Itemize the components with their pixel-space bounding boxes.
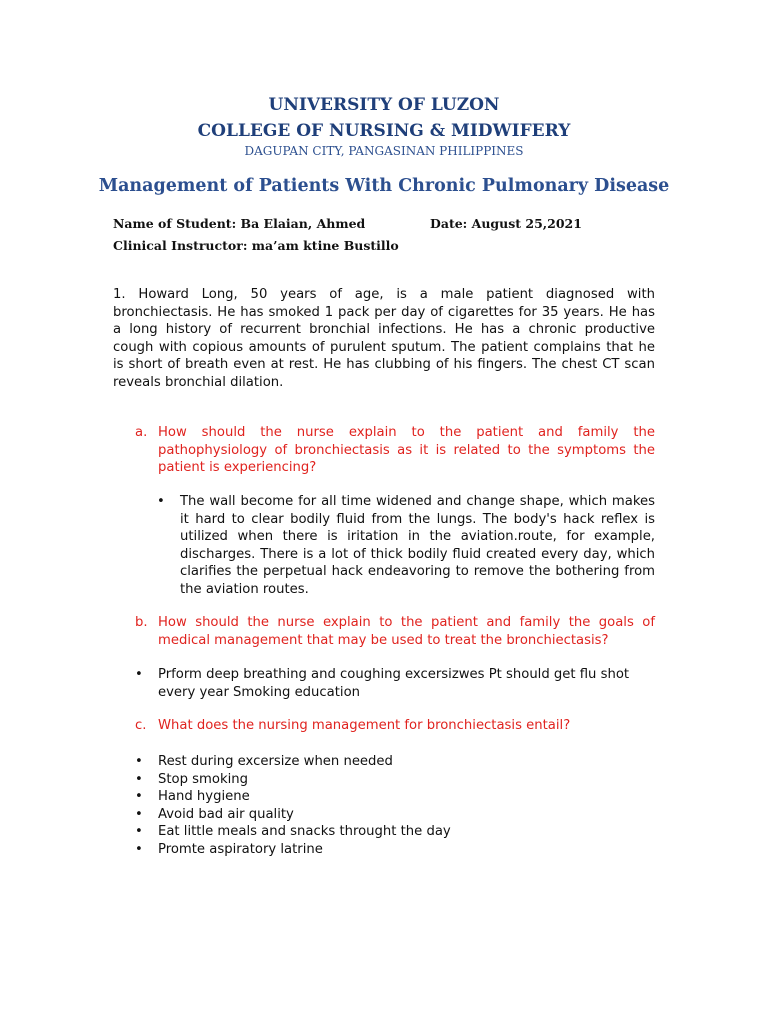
question-a <box>113 424 655 477</box>
question-c <box>113 717 655 735</box>
list-item <box>113 823 655 841</box>
bullet-icon: • <box>135 754 143 769</box>
college-name: COLLEGE OF NURSING & MIDWIFERY <box>197 121 571 141</box>
location-line: DAGUPAN CITY, PANGASINAN PHILIPPINES <box>244 144 524 158</box>
answer-text: The wall become for all time widened and change shape, which makes it hard to clear bodily fluid from the lungs. The body's hack reflex is utilized when there is iritation in the aviation.route, for example, discharges. There is a lot of thick bodily fluid created every day, which clarifies the perpetual hack endeavoring to remove the bothering from the aviation routes. <box>180 494 655 597</box>
answer-a <box>135 493 655 598</box>
question-text: What does the nursing management for bronchiectasis entail? <box>158 718 571 733</box>
bullet-icon: • <box>135 824 143 839</box>
bullet-icon: • <box>135 667 143 682</box>
bullet-icon: • <box>135 841 143 857</box>
list-item-text: Hand hygiene <box>158 789 250 804</box>
student-name: Name of Student: Ba Elaian, Ahmed <box>113 216 366 231</box>
list-item-text: Avoid bad air quality <box>158 806 294 822</box>
question-text: How should the nurse explain to the patient and family the goals of medical management that may be used to treat the bronchiectasis? <box>158 615 655 648</box>
bullet-icon: • <box>135 771 143 787</box>
answer-c-list <box>113 753 655 858</box>
list-item-text: Stop smoking <box>158 771 248 787</box>
university-name: UNIVERSITY OF LUZON <box>268 95 500 115</box>
question-marker: a. <box>135 425 148 440</box>
question-b <box>113 614 655 649</box>
list-item <box>113 771 655 789</box>
bullet-icon: • <box>135 789 143 804</box>
question-marker: c. <box>135 718 147 733</box>
bullet-icon: • <box>135 806 143 822</box>
list-item <box>113 841 655 859</box>
list-item-text: Rest during excersize when needed <box>158 754 393 769</box>
case-scenario: 1. Howard Long, 50 years of age, is a male patient diagnosed with bronchiectasis. He has smoked 1 pack per day of cigarettes for 35 years. He has a long history of recurrent bronchial infections. He has a chronic productive cough with copious amounts of purulent sputum. The patient complains that he is short of breath even at rest. He has clubbing of his fingers. The chest CT scan reveals bronchial dilation. <box>113 287 655 390</box>
list-item-text: Promte aspiratory latrine <box>158 841 323 857</box>
bullet-icon: • <box>157 494 165 509</box>
answer-text: Prform deep breathing and coughing excersizwes Pt should get flu shot every year Smoking education <box>158 667 630 700</box>
submission-date: Date: August 25,2021 <box>430 216 582 231</box>
list-item <box>113 788 655 806</box>
list-item-text: Eat little meals and snacks throught the day <box>158 824 451 839</box>
question-text: How should the nurse explain to the patient and family the pathophysiology of bronchiectasis as it is related to the symptoms the patient is experiencing? <box>158 425 655 475</box>
answer-b <box>113 666 655 701</box>
document-title: Management of Patients With Chronic Pulmonary Disease <box>98 176 670 196</box>
list-item <box>113 753 655 771</box>
question-marker: b. <box>135 615 148 630</box>
clinical-instructor: Clinical Instructor: ma’am ktine Bustillo <box>113 238 399 253</box>
list-item <box>113 806 655 824</box>
